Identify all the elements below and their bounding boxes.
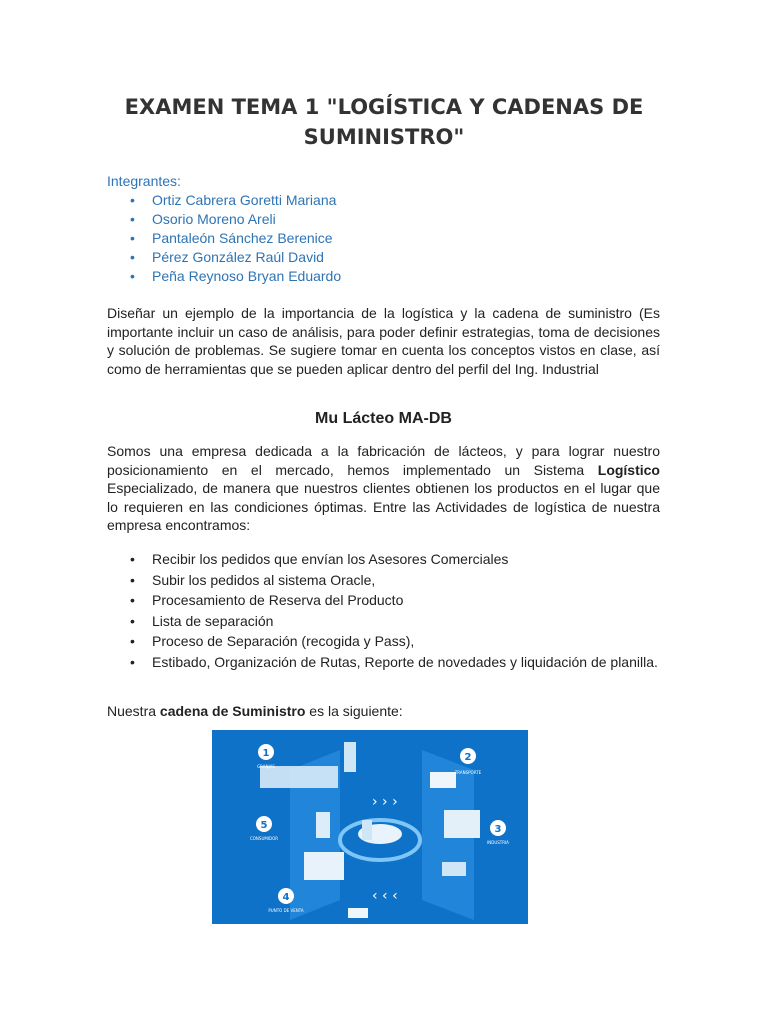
members-list bbox=[107, 191, 341, 286]
bullet-icon: • bbox=[130, 230, 135, 246]
step-1-number: 1 bbox=[262, 748, 270, 759]
members-heading: Integrantes: bbox=[107, 173, 181, 189]
bullet-icon: • bbox=[130, 551, 135, 567]
bullet-icon: • bbox=[130, 192, 135, 208]
bullet-icon: • bbox=[130, 653, 135, 670]
step-3-label: INDUSTRIA bbox=[487, 840, 509, 845]
step-5-label: CONSUMIDOR bbox=[249, 836, 279, 841]
step-4-number: 4 bbox=[282, 892, 290, 903]
bullet-icon: • bbox=[130, 592, 135, 608]
supply-chain-illustration bbox=[212, 730, 528, 924]
supply-chain-intro: Nuestra cadena de Suministro es la siguiente: bbox=[107, 703, 403, 719]
page-title: EXAMEN TEMA 1 "LOGÍSTICA Y CADENAS DE SUMINISTRO" bbox=[124, 95, 644, 149]
bullet-icon: • bbox=[130, 571, 135, 588]
van-icon bbox=[348, 908, 368, 918]
list-item: • Ortiz Cabrera Goretti Mariana bbox=[130, 192, 337, 208]
arrow-right-icon: › › › bbox=[372, 794, 398, 810]
activities-list bbox=[107, 550, 660, 673]
list-item: • Pantaleón Sánchez Berenice bbox=[130, 230, 333, 246]
list-item: • Pérez González Raúl David bbox=[130, 249, 324, 265]
boxes-icon bbox=[442, 862, 466, 876]
store-icon bbox=[304, 852, 344, 880]
list-item: • Peña Reynoso Bryan Eduardo bbox=[130, 268, 342, 284]
step-2-number: 2 bbox=[464, 752, 472, 763]
company-paragraph: Somos una empresa dedicada a la fabricación de lácteos, y para lograr nuestro posicionamiento en el mercado, hemos implementado un Sistema Logístico Especializado, de manera que nuestros clientes obtienen los productos en el lugar que lo requieren en las condiciones óptimas. Entre las Actividades de logística de nuestra empresa encontramos: bbox=[107, 443, 660, 533]
step-1-label: GRANJAS bbox=[257, 764, 275, 769]
instructions-paragraph: Diseñar un ejemplo de la importancia de la logística y la cadena de suministro (Es importante incluir un caso de análisis, para poder definir estrategias, toma de decisiones y solución de problemas. Se sugiere tomar en cuenta los conceptos vistos en clase, así como de herramientas que se pueden aplicar dentro del perfil del Ing. Industrial bbox=[107, 305, 660, 377]
list-item: • Subir los pedidos al sistema Oracle, bbox=[130, 571, 376, 588]
factory-icon bbox=[444, 810, 480, 838]
silo-icon bbox=[344, 742, 356, 772]
step-4-label: PUNTO DE VENTA bbox=[268, 908, 304, 913]
bullet-icon: • bbox=[130, 268, 135, 284]
bullet-icon: • bbox=[130, 211, 135, 227]
step-2-label: TRANSPORTE bbox=[454, 770, 482, 775]
arrow-left-icon: ‹ ‹ ‹ bbox=[372, 888, 398, 904]
bullet-icon: • bbox=[130, 249, 135, 265]
list-item: • Lista de separación bbox=[130, 612, 274, 629]
farm-animals-icon bbox=[260, 766, 338, 788]
bullet-icon: • bbox=[130, 612, 135, 629]
fridge-icon bbox=[316, 812, 330, 838]
truck-icon bbox=[430, 772, 456, 788]
list-item: • Osorio Moreno Areli bbox=[130, 211, 276, 227]
section-subtitle: Mu Lácteo MA-DB bbox=[315, 410, 452, 427]
list-item: • Estibado, Organización de Rutas, Reporte de novedades y liquidación de planilla. bbox=[130, 653, 658, 670]
bullet-icon: • bbox=[130, 633, 135, 649]
milk-carton-icon bbox=[362, 820, 372, 840]
supply-chain-diagram bbox=[212, 730, 528, 924]
list-item: • Recibir los pedidos que envían los Asesores Comerciales bbox=[130, 551, 509, 567]
list-item: • Procesamiento de Reserva del Producto bbox=[130, 592, 404, 608]
step-5-number: 5 bbox=[260, 820, 268, 831]
step-3-number: 3 bbox=[494, 824, 502, 835]
list-item: • Proceso de Separación (recogida y Pass), bbox=[130, 633, 415, 649]
